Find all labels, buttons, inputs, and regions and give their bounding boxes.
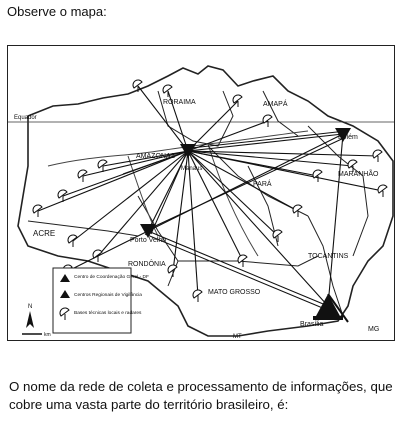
- label-amazonas: AMAZONAS: [136, 153, 176, 160]
- question-text: O nome da rede de coleta e processamento de informações, que cobre uma vasta parte do território brasileiro, é:: [9, 379, 393, 412]
- label-tocantins: TOCANTINS: [308, 253, 349, 260]
- label-roraima: RORAIMA: [163, 99, 196, 106]
- scale-bar: [22, 332, 51, 338]
- label-mato-grosso: MATO GROSSO: [208, 289, 261, 296]
- porto-velho-center-icon: [140, 224, 156, 238]
- label-mg: MG: [368, 326, 380, 333]
- brasilia-center-icon: [313, 294, 348, 322]
- intro-text: Observe o mapa:: [7, 4, 107, 19]
- legend-center: Centro de Coordenação Geral - DF: [74, 275, 149, 280]
- label-maranhao: MARANHÃO: [338, 171, 379, 178]
- equator-label: Equador: [14, 115, 37, 121]
- scale-label: km: [44, 332, 51, 338]
- label-manaus: Manaus: [181, 166, 203, 172]
- legend: [53, 268, 149, 333]
- label-porto-velho: Porto Velho: [130, 237, 167, 244]
- north-arrow-icon: [26, 304, 34, 328]
- label-amapa: AMAPÁ: [263, 101, 288, 108]
- legend-regional: Centros Regionais de Vigilância: [74, 293, 142, 298]
- map: [7, 45, 395, 341]
- label-mt: MT: [233, 334, 242, 340]
- map-svg: [8, 46, 395, 341]
- svg-text:N: N: [28, 304, 33, 310]
- legend-bases: Bases técnicas locais e radares: [74, 311, 142, 316]
- label-acre: ACRE: [33, 229, 56, 238]
- label-brasilia: Brasília: [300, 321, 324, 328]
- label-rondonia: RONDÔNIA: [128, 261, 166, 268]
- label-para: PARÁ: [253, 181, 272, 188]
- label-belem: Belém: [338, 134, 358, 141]
- rivers: [48, 131, 308, 256]
